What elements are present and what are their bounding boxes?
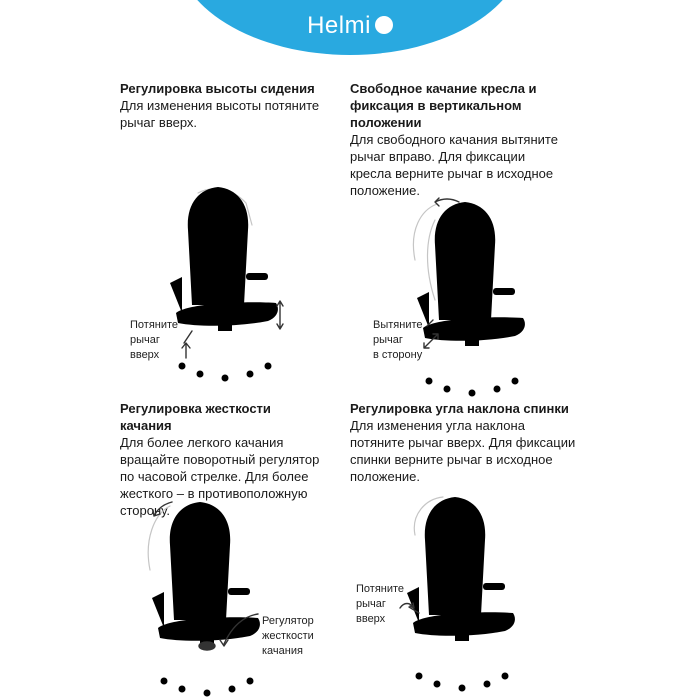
callout-line: вверх <box>356 613 386 625</box>
callout-backrest-lever <box>356 582 404 627</box>
section-text: Для изменения высоты потяните рычаг вверх. <box>120 98 320 130</box>
callout-line: жесткости <box>262 630 314 642</box>
arrow-icon <box>178 340 194 360</box>
section-text: Для свободного качания вытяните рычаг вправо. Для фиксации кресла верните рычаг в исходное положение. <box>350 132 558 198</box>
callout-line: вверх <box>130 349 160 361</box>
arrow-icon <box>420 330 442 352</box>
section-title: Свободное качание кресла и фиксация в вертикальном положении <box>350 81 537 130</box>
callout-line: Потяните <box>130 319 179 331</box>
brand-logo <box>0 12 700 40</box>
rotate-arrow-icon <box>210 610 260 650</box>
chair-illustration-icon <box>405 495 525 695</box>
callout-line: рычаг <box>356 598 386 610</box>
section-title: Регулировка жесткости качания <box>120 401 271 433</box>
callout-tilt-lever <box>373 318 423 363</box>
section-title: Регулировка высоты сидения <box>120 81 315 96</box>
section-text: Для изменения угла наклона потяните рычаг вверх. Для фиксации спинки верните рычаг в исходное положение. <box>350 418 576 484</box>
brand-name: Helmi <box>307 12 371 39</box>
chair-illustration-icon <box>415 200 535 400</box>
callout-line: Вытяните <box>373 319 423 331</box>
callout-line: Потяните <box>356 583 405 595</box>
callout-line: рычаг <box>373 334 403 346</box>
section-seat-height <box>120 80 330 131</box>
callout-line: в сторону <box>373 349 423 361</box>
callout-line: качания <box>262 645 303 657</box>
callout-seat-lever <box>130 318 178 363</box>
callout-tension-knob <box>262 614 314 659</box>
callout-line: Регулятор <box>262 615 314 627</box>
chair-illustration-icon <box>150 500 270 700</box>
section-tilt-lock <box>350 80 565 199</box>
callout-line: рычаг <box>130 334 160 346</box>
section-title: Регулировка угла наклона спинки <box>350 401 569 416</box>
arrow-icon <box>398 598 416 616</box>
section-backrest-angle <box>350 400 580 485</box>
section-text: Для более легкого качания вращайте поворотный регулятор по часовой стрелке. Для более жесткого – в противоположную сторону. <box>120 435 320 518</box>
logo-dot-icon <box>375 16 393 34</box>
